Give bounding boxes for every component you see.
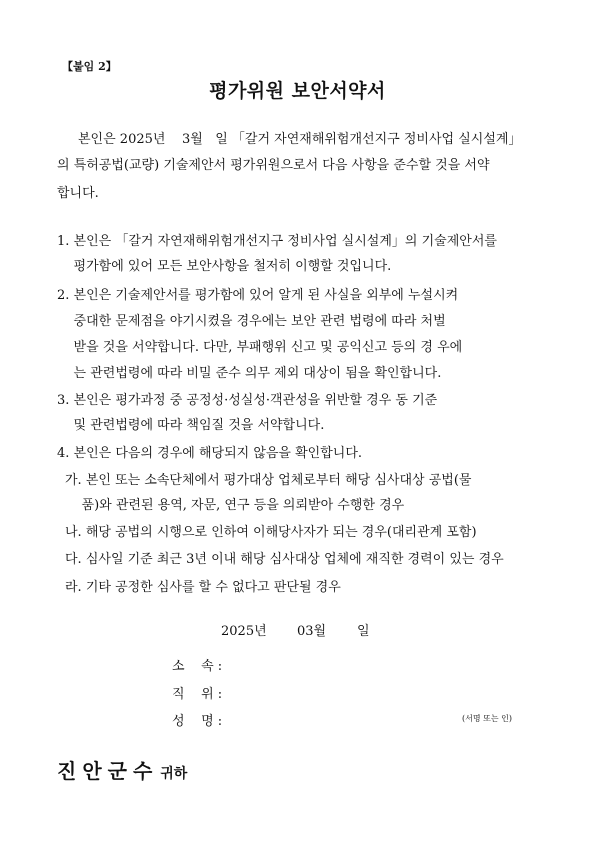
date-month: 03월 [297, 624, 327, 639]
recipient-suffix: 귀하 [160, 766, 188, 782]
sub-item-line: 가. 본인 또는 소속단체에서 평가대상 업체로부터 해당 심사대상 공법(물 [65, 473, 472, 488]
item-line: 2. 본인은 기술제안서를 평가함에 있어 알게 된 사실을 외부에 누설시켜 [57, 288, 459, 303]
sub-item-line: 품)와 관련된 용역, 자문, 연구 등을 의뢰받아 수행한 경우 [65, 498, 405, 513]
sub-item-line: 라. 기타 공정한 심사를 할 수 없다고 판단될 경우 [65, 580, 341, 595]
intro-line: 본인은 2025년 3월 일 「갈거 자연재해위험개선지구 정비사업 실시설계」 [78, 132, 522, 147]
item-line: 받을 것을 서약합니다. 다만, 부패행위 신고 및 공익신고 등의 경 우에 [57, 340, 463, 355]
item-line: 는 관련법령에 따라 비밀 준수 의무 제외 대상이 됨을 확인합니다. [57, 366, 442, 381]
item-line: 평가함에 있어 모든 보안사항을 철저히 이행할 것입니다. [57, 259, 392, 274]
sub-item-line: 나. 해당 공법의 시행으로 인하여 이해당사자가 되는 경우(대리관계 포함) [65, 525, 477, 540]
attachment-tag: 【붙임 2】 [62, 60, 117, 73]
position-label: 직 위 : [172, 687, 223, 702]
date-day: 일 [357, 624, 370, 639]
intro-line: 의 특허공법(교량) 기술제안서 평가위원으로서 다음 사항을 준수할 것을 서약 [57, 158, 490, 173]
sign-note: (서명 또는 인) [462, 714, 512, 723]
recipient [57, 755, 187, 784]
affiliation-label: 소 속 : [172, 659, 223, 674]
intro-line: 합니다. [57, 186, 99, 201]
name-label: 성 명 : [172, 714, 223, 729]
date-year: 2025년 [221, 624, 267, 639]
item-line: 1. 본인은 「갈거 자연재해위험개선지구 정비사업 실시설계」의 기술제안서를 [57, 234, 497, 249]
sub-item-line: 다. 심사일 기준 최근 3년 이내 해당 심사대상 업체에 재직한 경력이 있는 경우 [65, 552, 504, 567]
item-line: 4. 본인은 다음의 경우에 해당되지 않음을 확인합니다. [57, 446, 363, 461]
item-line: 및 관련법령에 따라 책임질 것을 서약합니다. [57, 418, 325, 433]
page-title: 평가위원 보안서약서 [209, 80, 386, 102]
item-line: 3. 본인은 평가과정 중 공정성·성실성·객관성을 위반할 경우 동 기준 [57, 393, 438, 408]
item-line: 중대한 문제점을 야기시켰을 경우에는 보안 관련 법령에 따라 처벌 [57, 314, 446, 329]
recipient-name: 진안군수 [57, 759, 159, 783]
